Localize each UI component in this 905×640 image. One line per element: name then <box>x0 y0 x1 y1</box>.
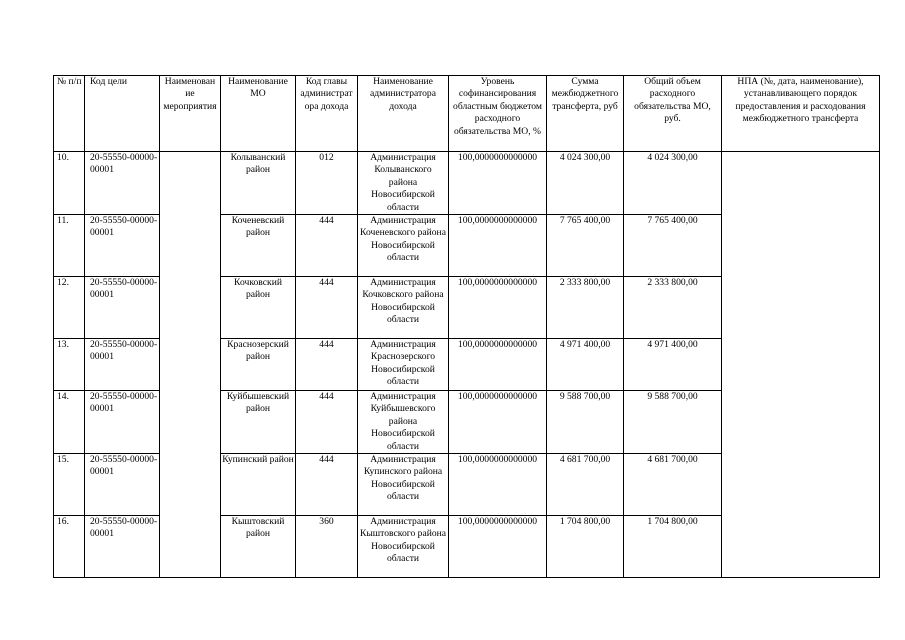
header-admin-name: Наименование администратора дохода <box>358 76 449 152</box>
cell-admin-code: 360 <box>296 516 358 578</box>
cell-amount: 4 971 400,00 <box>547 339 624 391</box>
header-code: Код цели <box>85 76 160 152</box>
cell-num: 12. <box>54 277 85 339</box>
cell-admin-code: 444 <box>296 277 358 339</box>
header-event: Наименован ие мероприятия <box>160 76 221 152</box>
cell-admin-name: Администрация Колыванского района Новосибирской области <box>358 152 449 215</box>
header-row <box>54 76 880 152</box>
cell-level: 100,0000000000000 <box>449 391 547 454</box>
cell-num: 11. <box>54 215 85 277</box>
cell-code: 20-55550-00000-00001 <box>85 215 160 277</box>
cell-admin-name: Администрация Коченевского района Новосибирской области <box>358 215 449 277</box>
cell-mo: Краснозерский район <box>221 339 296 391</box>
cell-amount: 4 681 700,00 <box>547 454 624 516</box>
cell-level: 100,0000000000000 <box>449 215 547 277</box>
table-row <box>54 152 880 215</box>
cell-level: 100,0000000000000 <box>449 339 547 391</box>
cell-mo: Коченевский район <box>221 215 296 277</box>
cell-level: 100,0000000000000 <box>449 516 547 578</box>
cell-total: 9 588 700,00 <box>624 391 722 454</box>
cell-mo: Купинский район <box>221 454 296 516</box>
cell-amount: 2 333 800,00 <box>547 277 624 339</box>
cell-total: 4 024 300,00 <box>624 152 722 215</box>
cell-code: 20-55550-00000-00001 <box>85 391 160 454</box>
cell-amount: 9 588 700,00 <box>547 391 624 454</box>
header-mo: Наименование МО <box>221 76 296 152</box>
transfer-table <box>53 75 880 578</box>
cell-total: 7 765 400,00 <box>624 215 722 277</box>
table-body <box>54 152 880 578</box>
cell-level: 100,0000000000000 <box>449 277 547 339</box>
header-num: № п/п <box>54 76 85 152</box>
cell-code: 20-55550-00000-00001 <box>85 516 160 578</box>
cell-level: 100,0000000000000 <box>449 152 547 215</box>
header-level: Уровень софинансирования областным бюджетом расходного обязательства МО, % <box>449 76 547 152</box>
cell-admin-code: 444 <box>296 454 358 516</box>
cell-amount: 4 024 300,00 <box>547 152 624 215</box>
cell-event <box>160 152 221 578</box>
cell-npa <box>722 152 880 578</box>
cell-admin-name: Администрация Кыштовского района Новосибирской области <box>358 516 449 578</box>
cell-code: 20-55550-00000-00001 <box>85 454 160 516</box>
cell-num: 13. <box>54 339 85 391</box>
cell-total: 4 971 400,00 <box>624 339 722 391</box>
header-admin-code: Код главы администрат ора дохода <box>296 76 358 152</box>
cell-code: 20-55550-00000-00001 <box>85 339 160 391</box>
cell-level: 100,0000000000000 <box>449 454 547 516</box>
cell-admin-name: Администрация Кочковского района Новосибирской области <box>358 277 449 339</box>
cell-mo: Колыванский район <box>221 152 296 215</box>
header-total: Общий объем расходного обязательства МО, руб. <box>624 76 722 152</box>
cell-code: 20-55550-00000-00001 <box>85 152 160 215</box>
cell-admin-name: Администрация Краснозерского Новосибирской области <box>358 339 449 391</box>
cell-num: 14. <box>54 391 85 454</box>
cell-num: 16. <box>54 516 85 578</box>
cell-admin-code: 444 <box>296 215 358 277</box>
cell-total: 4 681 700,00 <box>624 454 722 516</box>
cell-admin-code: 012 <box>296 152 358 215</box>
cell-amount: 7 765 400,00 <box>547 215 624 277</box>
cell-admin-code: 444 <box>296 391 358 454</box>
cell-admin-code: 444 <box>296 339 358 391</box>
cell-total: 2 333 800,00 <box>624 277 722 339</box>
cell-admin-name: Администрация Купинского района Новосибирской области <box>358 454 449 516</box>
header-npa: НПА (№, дата, наименование), устанавливающего порядок предоставления и расходования межбюджетного трансферта <box>722 76 880 152</box>
header-amount: Сумма межбюджетного трансферта, руб <box>547 76 624 152</box>
cell-admin-name: Администрация Куйбышевского района Новосибирской области <box>358 391 449 454</box>
cell-num: 10. <box>54 152 85 215</box>
cell-total: 1 704 800,00 <box>624 516 722 578</box>
cell-amount: 1 704 800,00 <box>547 516 624 578</box>
cell-mo: Кочковский район <box>221 277 296 339</box>
cell-code: 20-55550-00000-00001 <box>85 277 160 339</box>
cell-mo: Кыштовский район <box>221 516 296 578</box>
cell-num: 15. <box>54 454 85 516</box>
cell-mo: Куйбышевский район <box>221 391 296 454</box>
